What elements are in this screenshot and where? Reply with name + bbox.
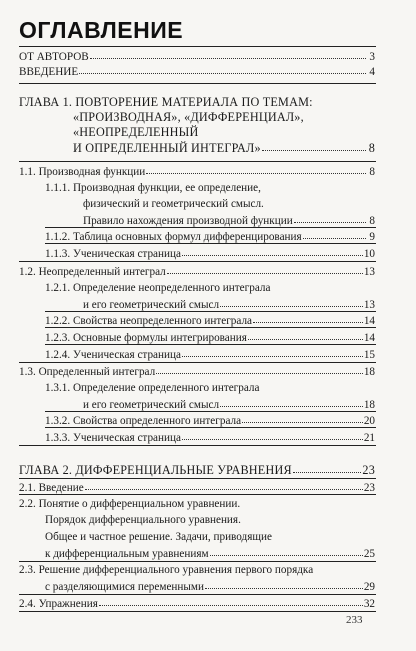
divider bbox=[19, 611, 376, 612]
leader-dots bbox=[205, 579, 363, 589]
toc-entry-1-2-1[interactable]: и его геометрический смысл 13 bbox=[83, 299, 375, 311]
toc-entry-1-3-1-line1: 1.3.1. Определение определенного интеграла bbox=[45, 382, 260, 394]
toc-entry-2-3-line1: 2.3. Решение дифференциального уравнения первого порядка bbox=[19, 564, 314, 576]
leader-dots bbox=[99, 596, 363, 606]
leader-dots bbox=[248, 330, 363, 340]
page-title: ОГЛАВЛЕНИЕ bbox=[19, 17, 184, 43]
divider bbox=[19, 445, 376, 446]
leader-dots bbox=[262, 141, 366, 151]
divider bbox=[19, 161, 376, 162]
toc-entry-1-1[interactable]: 1.1. Производная функции 8 bbox=[19, 166, 375, 178]
toc-entry-1-2-3[interactable]: 1.2.3. Основные формулы интегрирования 14 bbox=[45, 332, 375, 344]
divider bbox=[45, 427, 376, 428]
divider bbox=[19, 362, 376, 363]
divider bbox=[45, 243, 376, 244]
toc-entry-1-2[interactable]: 1.2. Неопределенный интеграл 13 bbox=[19, 266, 375, 278]
leader-dots bbox=[303, 229, 366, 239]
leader-dots bbox=[210, 546, 363, 556]
chapter-1-title-line2: «ПРОИЗВОДНАЯ», «ДИФФЕРЕНЦИАЛ», bbox=[73, 110, 304, 124]
leader-dots bbox=[167, 264, 363, 274]
toc-entry-1-3-2[interactable]: 1.3.2. Свойства определенного интеграла 20 bbox=[45, 415, 375, 427]
divider bbox=[19, 261, 376, 262]
toc-entry-1-1-1-line1: 1.1.1. Производная функции, ее определение, bbox=[45, 182, 261, 194]
leader-dots bbox=[90, 49, 366, 59]
divider bbox=[19, 594, 376, 595]
leader-dots bbox=[85, 480, 363, 490]
toc-entry-1-2-4[interactable]: 1.2.4. Ученическая страница 15 bbox=[45, 349, 375, 361]
divider bbox=[45, 311, 376, 312]
toc-entry-1-3-3[interactable]: 1.3.3. Ученическая страница 21 bbox=[45, 432, 375, 444]
leader-dots bbox=[79, 64, 366, 74]
toc-entry-1-2-2[interactable]: 1.2.2. Свойства неопределенного интеграла 14 bbox=[45, 315, 375, 327]
divider bbox=[19, 494, 376, 495]
divider bbox=[45, 344, 376, 345]
toc-entry-1-2-1-line1: 1.2.1. Определение неопределенного интеграла bbox=[45, 282, 271, 294]
leader-dots bbox=[242, 413, 363, 423]
toc-entry-2-2[interactable]: к дифференциальным уравнениям 25 bbox=[45, 548, 375, 560]
chapter-1-title-line1: ГЛАВА 1. ПОВТОРЕНИЕ МАТЕРИАЛА ПО ТЕМАМ: bbox=[19, 95, 313, 109]
toc-entry-2-2-line2: Порядок дифференциального уравнения. bbox=[45, 514, 241, 526]
divider bbox=[19, 83, 376, 84]
toc-entry-1-1-3[interactable]: 1.1.3. Ученическая страница 10 bbox=[45, 248, 375, 260]
title-rule bbox=[19, 46, 376, 47]
toc-entry-2-2-line1: 2.2. Понятие о дифференциальном уравнении. bbox=[19, 498, 241, 510]
leader-dots bbox=[293, 463, 362, 473]
leader-dots bbox=[220, 397, 363, 407]
toc-entry-2-4[interactable]: 2.4. Упражнения 32 bbox=[19, 598, 375, 610]
divider bbox=[45, 327, 376, 328]
toc-entry-1-1-1[interactable]: Правило нахождения производной функции 8 bbox=[83, 215, 375, 227]
toc-entry-chapter-2[interactable]: ГЛАВА 2. ДИФФЕРЕНЦИАЛЬНЫЕ УРАВНЕНИЯ 23 bbox=[19, 463, 375, 477]
toc-entry-1-3[interactable]: 1.3. Определенный интеграл 18 bbox=[19, 366, 375, 378]
chapter-1-title-line3: «НЕОПРЕДЕЛЕННЫЙ bbox=[73, 125, 199, 139]
leader-dots bbox=[220, 297, 363, 307]
toc-entry-authors[interactable]: ОТ АВТОРОВ 3 bbox=[19, 51, 375, 63]
divider bbox=[45, 227, 376, 228]
divider bbox=[19, 561, 376, 562]
divider bbox=[19, 478, 376, 479]
leader-dots bbox=[294, 213, 366, 223]
toc-entry-2-2-line3: Общее и частное решение. Задачи, приводящие bbox=[45, 531, 272, 543]
toc-entry-1-3-1[interactable]: и его геометрический смысл 18 bbox=[83, 399, 375, 411]
toc-entry-1-1-2[interactable]: 1.1.2. Таблица основных формул дифференцирования 9 bbox=[45, 231, 375, 243]
leader-dots bbox=[182, 246, 363, 256]
leader-dots bbox=[253, 313, 363, 323]
toc-entry-chapter-1[interactable]: И ОПРЕДЕЛЕННЫЙ ИНТЕГРАЛ» 8 bbox=[73, 141, 375, 155]
divider bbox=[45, 411, 376, 412]
toc-entry-1-1-1-line2: физический и геометрический смысл. bbox=[83, 198, 264, 210]
leader-dots bbox=[182, 347, 363, 357]
leader-dots bbox=[156, 364, 363, 374]
page-number: 233 bbox=[346, 614, 363, 626]
leader-dots bbox=[146, 164, 366, 174]
toc-entry-2-3[interactable]: с разделяющимися переменными 29 bbox=[45, 581, 375, 593]
toc-entry-intro[interactable]: ВВЕДЕНИЕ 4 bbox=[19, 66, 375, 78]
leader-dots bbox=[182, 430, 363, 440]
toc-entry-2-1[interactable]: 2.1. Введение 23 bbox=[19, 482, 375, 494]
